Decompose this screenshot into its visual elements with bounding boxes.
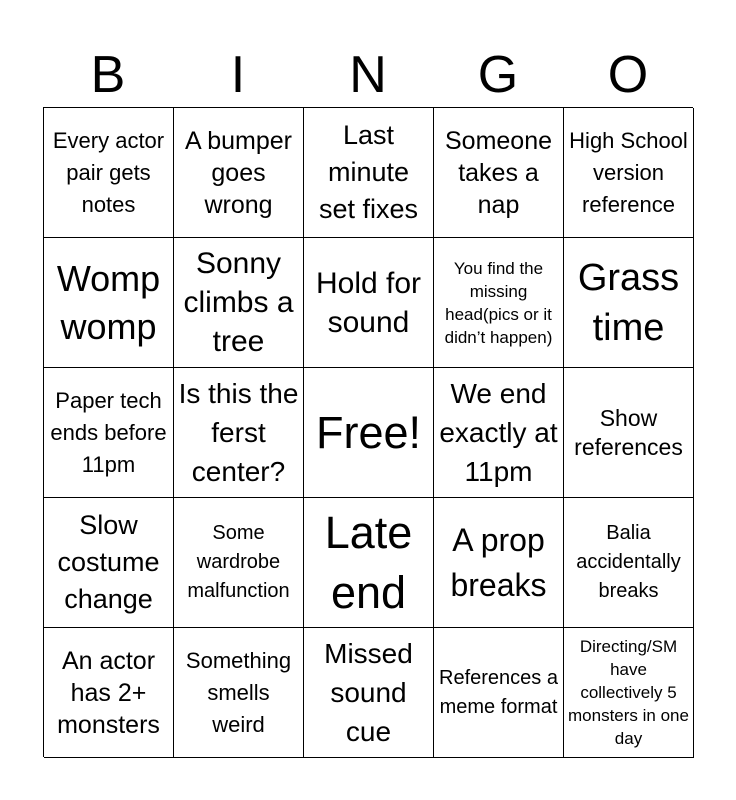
- cell-text: Balia accidentally breaks: [576, 522, 681, 602]
- header-letter-n: N: [349, 46, 387, 104]
- cell-text: Missed sound cue: [324, 638, 413, 747]
- bingo-cell[interactable]: [304, 108, 434, 238]
- bingo-cell[interactable]: [434, 108, 564, 238]
- bingo-cell[interactable]: [564, 108, 694, 238]
- cell-text: Someone takes a nap: [444, 126, 553, 219]
- header-letter-b: B: [90, 46, 126, 104]
- header-letter-i: I: [230, 46, 246, 104]
- cell-text: Grass time: [577, 256, 680, 349]
- bingo-cell[interactable]: [44, 108, 174, 238]
- cell-text: Paper tech ends before 11pm: [50, 387, 167, 477]
- cell-text: We end exactly at 11pm: [439, 378, 558, 487]
- bingo-cell[interactable]: [174, 108, 304, 238]
- bingo-cell[interactable]: [44, 628, 174, 758]
- bingo-cell[interactable]: [174, 238, 304, 368]
- cell-text: High School version reference: [569, 127, 688, 217]
- cell-text: Hold for sound: [315, 266, 422, 339]
- cell-text: An actor has 2+ monsters: [57, 646, 160, 739]
- bingo-cell[interactable]: [304, 628, 434, 758]
- cell-text: Free!: [315, 406, 422, 458]
- cell-text: Every actor pair gets notes: [52, 127, 165, 217]
- cell-text: A prop breaks: [450, 521, 547, 603]
- cell-text: Something smells weird: [185, 647, 292, 737]
- cell-text: Late end: [324, 506, 413, 618]
- bingo-cell[interactable]: [304, 498, 434, 628]
- bingo-cell[interactable]: [564, 238, 694, 368]
- header-letter-g: G: [477, 46, 519, 104]
- bingo-cell[interactable]: [434, 238, 564, 368]
- bingo-cell[interactable]: [44, 368, 174, 498]
- bingo-header: [43, 42, 693, 108]
- bingo-cell[interactable]: [434, 498, 564, 628]
- bingo-cell[interactable]: [564, 368, 694, 498]
- bingo-cell[interactable]: [304, 238, 434, 368]
- cell-text: References a meme format: [439, 666, 558, 718]
- bingo-cell[interactable]: [174, 498, 304, 628]
- bingo-board: [43, 107, 693, 757]
- cell-text: Last minute set fixes: [318, 120, 419, 224]
- cell-text: Slow costume change: [57, 510, 160, 614]
- cell-text: A bumper goes wrong: [184, 126, 292, 219]
- bingo-cell[interactable]: [434, 628, 564, 758]
- bingo-cell[interactable]: [304, 368, 434, 498]
- cell-text: Womp womp: [56, 257, 161, 347]
- bingo-cell[interactable]: [564, 498, 694, 628]
- bingo-cell[interactable]: [44, 498, 174, 628]
- cell-text: Sonny climbs a tree: [183, 247, 294, 358]
- bingo-cell[interactable]: [564, 628, 694, 758]
- cell-text: Is this the ferst center?: [178, 378, 299, 487]
- cell-text: Show references: [574, 404, 683, 460]
- bingo-cell[interactable]: [174, 368, 304, 498]
- cell-text: Directing/SM have collectively 5 monsters in one day: [568, 637, 689, 748]
- bingo-cell[interactable]: [174, 628, 304, 758]
- cell-text: Some wardrobe malfunction: [187, 522, 290, 602]
- bingo-cell[interactable]: [44, 238, 174, 368]
- bingo-cell[interactable]: [434, 368, 564, 498]
- header-letter-o: O: [607, 46, 649, 104]
- cell-text: You find the missing head(pics or it didn’t happen): [444, 258, 553, 347]
